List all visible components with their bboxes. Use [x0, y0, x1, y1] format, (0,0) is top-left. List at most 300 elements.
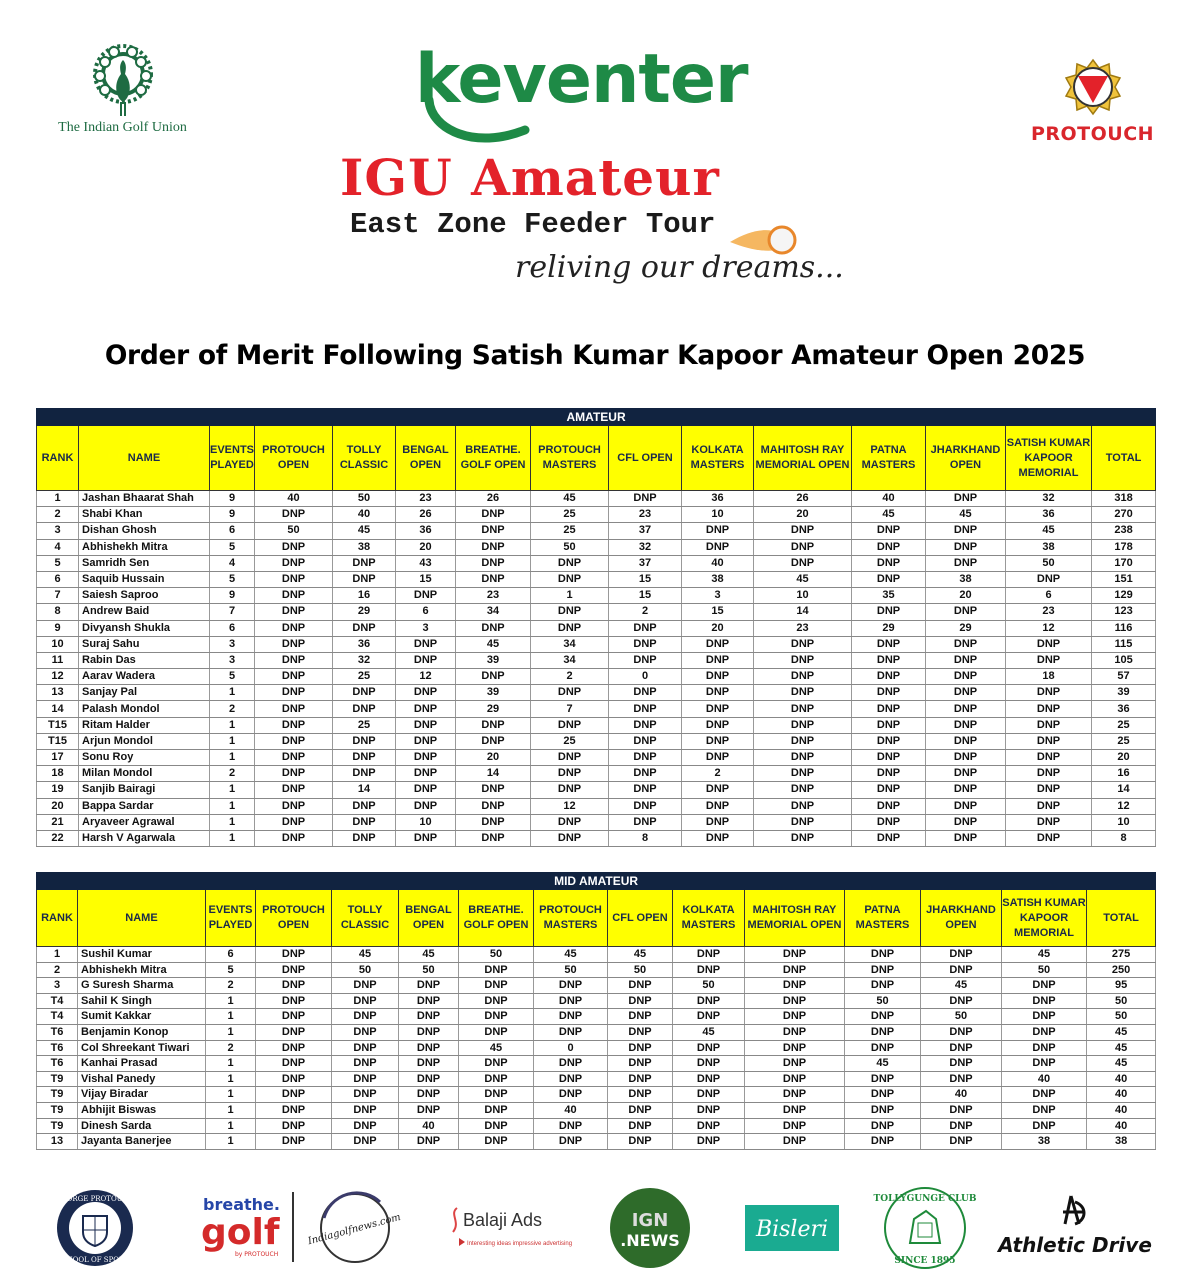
- svg-text:Interesting ideas impressive a: Interesting ideas impressive advertising: [467, 1240, 573, 1247]
- points-cell: DNP: [673, 993, 745, 1009]
- total-cell: 45: [1087, 1040, 1156, 1056]
- svg-text:Balaji Ads: Balaji Ads: [463, 1209, 543, 1230]
- rank-cell: 19: [37, 782, 79, 798]
- points-cell: DNP: [459, 1102, 534, 1118]
- player-name-cell: Shabi Khan: [79, 507, 210, 523]
- points-cell: 16: [333, 588, 396, 604]
- column-header: TOLLY CLASSIC: [333, 426, 396, 491]
- points-cell: DNP: [332, 1040, 399, 1056]
- player-name-cell: Abhishekh Mitra: [79, 539, 210, 555]
- events-played-cell: 1: [210, 685, 255, 701]
- player-name-cell: Kanhai Prasad: [78, 1056, 206, 1072]
- points-cell: DNP: [754, 798, 852, 814]
- column-header: JHARKHAND OPEN: [926, 426, 1006, 491]
- table-row: [37, 1102, 1156, 1118]
- points-cell: DNP: [333, 766, 396, 782]
- points-cell: 40: [399, 1118, 459, 1134]
- points-cell: 45: [333, 523, 396, 539]
- points-cell: DNP: [845, 1134, 921, 1150]
- rank-cell: 21: [37, 814, 79, 830]
- column-header: TOTAL: [1087, 890, 1156, 947]
- rank-cell: 6: [37, 571, 79, 587]
- points-cell: DNP: [609, 717, 682, 733]
- points-cell: DNP: [926, 782, 1006, 798]
- points-cell: DNP: [845, 962, 921, 978]
- column-header-row: [37, 426, 1156, 491]
- player-name-cell: Milan Mondol: [79, 766, 210, 782]
- keventer-swoosh-icon: [415, 70, 535, 150]
- points-cell: DNP: [609, 750, 682, 766]
- points-cell: DNP: [333, 620, 396, 636]
- total-cell: 129: [1092, 588, 1156, 604]
- table-row: [37, 1118, 1156, 1134]
- events-played-cell: 1: [206, 1118, 256, 1134]
- points-cell: 38: [333, 539, 396, 555]
- points-cell: DNP: [608, 1040, 673, 1056]
- points-cell: DNP: [459, 1118, 534, 1134]
- points-cell: 20: [682, 620, 754, 636]
- points-cell: DNP: [682, 685, 754, 701]
- points-cell: 10: [754, 588, 852, 604]
- points-cell: DNP: [255, 782, 333, 798]
- points-cell: 14: [456, 766, 531, 782]
- points-cell: DNP: [256, 1134, 332, 1150]
- points-cell: DNP: [852, 814, 926, 830]
- points-cell: DNP: [926, 814, 1006, 830]
- points-cell: DNP: [255, 750, 333, 766]
- rank-cell: T9: [37, 1071, 78, 1087]
- points-cell: DNP: [926, 717, 1006, 733]
- tour-name: East Zone Feeder Tour: [350, 208, 716, 241]
- total-cell: 14: [1092, 782, 1156, 798]
- points-cell: DNP: [255, 652, 333, 668]
- points-cell: DNP: [1002, 1009, 1087, 1025]
- points-cell: DNP: [531, 620, 609, 636]
- points-cell: DNP: [609, 685, 682, 701]
- points-cell: DNP: [399, 1134, 459, 1150]
- points-cell: DNP: [926, 555, 1006, 571]
- points-cell: DNP: [921, 1040, 1002, 1056]
- points-cell: DNP: [531, 555, 609, 571]
- points-cell: DNP: [852, 523, 926, 539]
- sponsor-ign-news: [605, 1180, 695, 1275]
- table-row: [37, 636, 1156, 652]
- points-cell: DNP: [682, 717, 754, 733]
- points-cell: DNP: [921, 1118, 1002, 1134]
- points-cell: DNP: [926, 669, 1006, 685]
- points-cell: DNP: [609, 620, 682, 636]
- points-cell: DNP: [534, 1071, 608, 1087]
- points-cell: DNP: [926, 766, 1006, 782]
- points-cell: DNP: [255, 620, 333, 636]
- points-cell: DNP: [673, 947, 745, 963]
- column-header: CFL OPEN: [608, 890, 673, 947]
- rank-cell: 1: [37, 947, 78, 963]
- column-header: TOTAL: [1092, 426, 1156, 491]
- points-cell: DNP: [754, 782, 852, 798]
- column-header: BREATHE. GOLF OPEN: [456, 426, 531, 491]
- points-cell: DNP: [673, 1040, 745, 1056]
- sponsor-bisleri: [742, 1180, 842, 1275]
- points-cell: 45: [608, 947, 673, 963]
- points-cell: DNP: [399, 1071, 459, 1087]
- player-name-cell: Suraj Sahu: [79, 636, 210, 652]
- total-cell: 178: [1092, 539, 1156, 555]
- points-cell: DNP: [609, 733, 682, 749]
- points-cell: DNP: [255, 555, 333, 571]
- points-cell: DNP: [926, 733, 1006, 749]
- points-cell: 0: [534, 1040, 608, 1056]
- points-cell: DNP: [399, 1087, 459, 1103]
- points-cell: DNP: [1006, 798, 1092, 814]
- points-cell: DNP: [456, 507, 531, 523]
- total-cell: 275: [1087, 947, 1156, 963]
- points-cell: DNP: [332, 1024, 399, 1040]
- points-cell: DNP: [255, 588, 333, 604]
- total-cell: 16: [1092, 766, 1156, 782]
- total-cell: 20: [1092, 750, 1156, 766]
- points-cell: DNP: [926, 701, 1006, 717]
- total-cell: 270: [1092, 507, 1156, 523]
- points-cell: 45: [459, 1040, 534, 1056]
- points-cell: DNP: [534, 1134, 608, 1150]
- points-cell: DNP: [754, 750, 852, 766]
- points-cell: DNP: [1006, 701, 1092, 717]
- points-cell: DNP: [1006, 636, 1092, 652]
- table-row: [37, 604, 1156, 620]
- points-cell: DNP: [332, 993, 399, 1009]
- points-cell: DNP: [531, 750, 609, 766]
- points-cell: 45: [754, 571, 852, 587]
- points-cell: DNP: [682, 798, 754, 814]
- player-name-cell: Abhishekh Mitra: [78, 962, 206, 978]
- rank-cell: 2: [37, 507, 79, 523]
- points-cell: 45: [852, 507, 926, 523]
- points-cell: 3: [682, 588, 754, 604]
- points-cell: DNP: [745, 1040, 845, 1056]
- player-name-cell: Arjun Mondol: [79, 733, 210, 749]
- points-cell: 32: [609, 539, 682, 555]
- points-cell: DNP: [609, 491, 682, 507]
- points-cell: 50: [1006, 555, 1092, 571]
- table-row: [37, 814, 1156, 830]
- points-cell: DNP: [1002, 993, 1087, 1009]
- events-played-cell: 1: [206, 1071, 256, 1087]
- player-name-cell: Divyansh Shukla: [79, 620, 210, 636]
- points-cell: DNP: [921, 993, 1002, 1009]
- rank-cell: T9: [37, 1118, 78, 1134]
- column-header: PROTOUCH MASTERS: [534, 890, 608, 947]
- points-cell: 50: [459, 947, 534, 963]
- points-cell: DNP: [256, 1118, 332, 1134]
- points-cell: DNP: [845, 947, 921, 963]
- player-name-cell: Sumit Kakkar: [78, 1009, 206, 1025]
- points-cell: DNP: [531, 571, 609, 587]
- points-cell: DNP: [255, 830, 333, 846]
- points-cell: DNP: [926, 652, 1006, 668]
- points-cell: 50: [608, 962, 673, 978]
- points-cell: DNP: [396, 733, 456, 749]
- points-cell: DNP: [609, 701, 682, 717]
- points-cell: DNP: [754, 539, 852, 555]
- points-cell: DNP: [845, 1102, 921, 1118]
- points-cell: 50: [399, 962, 459, 978]
- keventer-brand: keventer: [415, 40, 748, 119]
- points-cell: DNP: [456, 523, 531, 539]
- points-cell: 20: [754, 507, 852, 523]
- points-cell: DNP: [255, 717, 333, 733]
- total-cell: 38: [1087, 1134, 1156, 1150]
- points-cell: DNP: [754, 636, 852, 652]
- points-cell: 12: [531, 798, 609, 814]
- page-title: Order of Merit Following Satish Kumar Kapoor Amateur Open 2025: [104, 340, 1086, 371]
- points-cell: 15: [609, 588, 682, 604]
- sponsor-athletic-drive: [998, 1180, 1152, 1275]
- points-cell: DNP: [673, 1009, 745, 1025]
- points-cell: DNP: [255, 604, 333, 620]
- total-cell: 123: [1092, 604, 1156, 620]
- column-header: KOLKATA MASTERS: [682, 426, 754, 491]
- total-cell: 238: [1092, 523, 1156, 539]
- points-cell: DNP: [608, 1024, 673, 1040]
- section-band: AMATEUR: [37, 409, 1156, 426]
- mid-amateur-rows: [37, 947, 1156, 1150]
- points-cell: 37: [609, 523, 682, 539]
- points-cell: DNP: [682, 523, 754, 539]
- points-cell: DNP: [608, 1134, 673, 1150]
- svg-text:by PROTOUCH: by PROTOUCH: [235, 1250, 279, 1258]
- points-cell: DNP: [608, 1009, 673, 1025]
- points-cell: 50: [531, 539, 609, 555]
- table-row: [37, 798, 1156, 814]
- points-cell: DNP: [399, 1102, 459, 1118]
- table-row: [37, 1040, 1156, 1056]
- rank-cell: T6: [37, 1024, 78, 1040]
- points-cell: DNP: [673, 1134, 745, 1150]
- points-cell: DNP: [332, 1009, 399, 1025]
- sponsor-strip: [0, 1180, 1190, 1275]
- rank-cell: 10: [37, 636, 79, 652]
- rank-cell: 11: [37, 652, 79, 668]
- points-cell: 0: [609, 669, 682, 685]
- points-cell: DNP: [1002, 1102, 1087, 1118]
- points-cell: DNP: [1006, 717, 1092, 733]
- points-cell: 7: [531, 701, 609, 717]
- points-cell: DNP: [333, 798, 396, 814]
- table-row: [37, 588, 1156, 604]
- points-cell: DNP: [396, 685, 456, 701]
- player-name-cell: Ritam Halder: [79, 717, 210, 733]
- points-cell: DNP: [609, 652, 682, 668]
- points-cell: DNP: [1002, 1087, 1087, 1103]
- points-cell: DNP: [682, 814, 754, 830]
- amateur-rows: [37, 491, 1156, 847]
- points-cell: 50: [921, 1009, 1002, 1025]
- points-cell: DNP: [531, 782, 609, 798]
- points-cell: DNP: [534, 1087, 608, 1103]
- points-cell: DNP: [399, 1009, 459, 1025]
- points-cell: 38: [926, 571, 1006, 587]
- events-played-cell: 1: [206, 1009, 256, 1025]
- breathe-golf-logo-icon: [195, 1188, 285, 1268]
- points-cell: DNP: [456, 782, 531, 798]
- player-name-cell: Sanjib Bairagi: [79, 782, 210, 798]
- points-cell: DNP: [673, 1118, 745, 1134]
- rank-cell: 14: [37, 701, 79, 717]
- points-cell: DNP: [682, 750, 754, 766]
- svg-text:Indiagolfnews.com: Indiagolfnews.com: [306, 1211, 402, 1247]
- points-cell: 45: [531, 491, 609, 507]
- column-header: EVENTS PLAYED: [206, 890, 256, 947]
- player-name-cell: Vijay Biradar: [78, 1087, 206, 1103]
- points-cell: DNP: [1006, 571, 1092, 587]
- points-cell: 45: [456, 636, 531, 652]
- points-cell: 14: [333, 782, 396, 798]
- points-cell: DNP: [754, 733, 852, 749]
- points-cell: DNP: [255, 685, 333, 701]
- points-cell: DNP: [256, 1024, 332, 1040]
- points-cell: DNP: [459, 1056, 534, 1072]
- points-cell: 45: [534, 947, 608, 963]
- points-cell: DNP: [1002, 1118, 1087, 1134]
- rank-cell: T9: [37, 1087, 78, 1103]
- events-played-cell: 5: [210, 571, 255, 587]
- points-cell: DNP: [608, 1118, 673, 1134]
- events-played-cell: 1: [206, 1087, 256, 1103]
- points-cell: DNP: [852, 636, 926, 652]
- tollygunge-club-crest-icon: [873, 1185, 977, 1271]
- points-cell: 23: [456, 588, 531, 604]
- points-cell: 40: [1002, 1071, 1087, 1087]
- points-cell: DNP: [852, 669, 926, 685]
- points-cell: 15: [609, 571, 682, 587]
- points-cell: DNP: [745, 1087, 845, 1103]
- points-cell: DNP: [256, 1056, 332, 1072]
- points-cell: DNP: [396, 766, 456, 782]
- sponsor-george-protouch: [50, 1180, 140, 1275]
- points-cell: DNP: [926, 685, 1006, 701]
- player-name-cell: Saiesh Saproo: [79, 588, 210, 604]
- points-cell: 45: [921, 978, 1002, 994]
- points-cell: DNP: [845, 1009, 921, 1025]
- points-cell: DNP: [1006, 733, 1092, 749]
- points-cell: DNP: [399, 1040, 459, 1056]
- points-cell: DNP: [456, 814, 531, 830]
- points-cell: DNP: [608, 1056, 673, 1072]
- points-cell: DNP: [332, 1118, 399, 1134]
- points-cell: 45: [1002, 947, 1087, 963]
- points-cell: DNP: [754, 555, 852, 571]
- table-row: [37, 539, 1156, 555]
- events-played-cell: 1: [210, 814, 255, 830]
- events-played-cell: 3: [210, 652, 255, 668]
- points-cell: DNP: [456, 798, 531, 814]
- rank-cell: 12: [37, 669, 79, 685]
- points-cell: DNP: [456, 620, 531, 636]
- points-cell: DNP: [609, 782, 682, 798]
- points-cell: DNP: [459, 978, 534, 994]
- points-cell: DNP: [673, 962, 745, 978]
- total-cell: 116: [1092, 620, 1156, 636]
- points-cell: DNP: [754, 652, 852, 668]
- points-cell: 10: [396, 814, 456, 830]
- points-cell: DNP: [459, 1024, 534, 1040]
- points-cell: 18: [1006, 669, 1092, 685]
- events-played-cell: 2: [210, 701, 255, 717]
- points-cell: 20: [396, 539, 456, 555]
- column-header: PROTOUCH MASTERS: [531, 426, 609, 491]
- points-cell: 15: [396, 571, 456, 587]
- points-cell: 23: [754, 620, 852, 636]
- player-name-cell: Col Shreekant Tiwari: [78, 1040, 206, 1056]
- points-cell: DNP: [333, 733, 396, 749]
- points-cell: 35: [852, 588, 926, 604]
- table-row: [37, 1024, 1156, 1040]
- indiagolfnews-logo-icon: [306, 1188, 402, 1268]
- points-cell: DNP: [255, 733, 333, 749]
- points-cell: 32: [333, 652, 396, 668]
- points-cell: DNP: [332, 978, 399, 994]
- points-cell: 25: [531, 523, 609, 539]
- points-cell: 36: [1006, 507, 1092, 523]
- points-cell: 6: [1006, 588, 1092, 604]
- column-header: BREATHE. GOLF OPEN: [459, 890, 534, 947]
- events-played-cell: 1: [206, 993, 256, 1009]
- player-name-cell: Dinesh Sarda: [78, 1118, 206, 1134]
- points-cell: DNP: [609, 814, 682, 830]
- points-cell: DNP: [534, 1009, 608, 1025]
- points-cell: 45: [399, 947, 459, 963]
- total-cell: 25: [1092, 733, 1156, 749]
- svg-text:IGN: IGN: [631, 1209, 669, 1231]
- points-cell: DNP: [396, 717, 456, 733]
- igu-name: The Indian Golf Union: [58, 120, 187, 135]
- points-cell: DNP: [255, 636, 333, 652]
- points-cell: 2: [609, 604, 682, 620]
- player-name-cell: Sushil Kumar: [78, 947, 206, 963]
- points-cell: DNP: [852, 750, 926, 766]
- points-cell: 23: [396, 491, 456, 507]
- player-name-cell: Jashan Bhaarat Shah: [79, 491, 210, 507]
- points-cell: DNP: [745, 978, 845, 994]
- points-cell: DNP: [845, 1024, 921, 1040]
- rank-cell: T15: [37, 733, 79, 749]
- points-cell: DNP: [456, 555, 531, 571]
- points-cell: DNP: [333, 750, 396, 766]
- points-cell: DNP: [1006, 685, 1092, 701]
- peacock-icon: [83, 40, 163, 118]
- points-cell: DNP: [845, 1118, 921, 1134]
- points-cell: DNP: [926, 604, 1006, 620]
- events-played-cell: 9: [210, 507, 255, 523]
- table-row: [37, 782, 1156, 798]
- table-row: [37, 491, 1156, 507]
- points-cell: 40: [921, 1087, 1002, 1103]
- svg-text:golf: golf: [201, 1211, 280, 1253]
- total-cell: 115: [1092, 636, 1156, 652]
- points-cell: 45: [926, 507, 1006, 523]
- table-row: [37, 652, 1156, 668]
- points-cell: DNP: [534, 978, 608, 994]
- table-row: [37, 507, 1156, 523]
- points-cell: 8: [609, 830, 682, 846]
- player-name-cell: Bappa Sardar: [79, 798, 210, 814]
- total-cell: 40: [1087, 1102, 1156, 1118]
- points-cell: DNP: [1006, 814, 1092, 830]
- column-header: JHARKHAND OPEN: [921, 890, 1002, 947]
- table-row: [37, 1056, 1156, 1072]
- points-cell: 26: [456, 491, 531, 507]
